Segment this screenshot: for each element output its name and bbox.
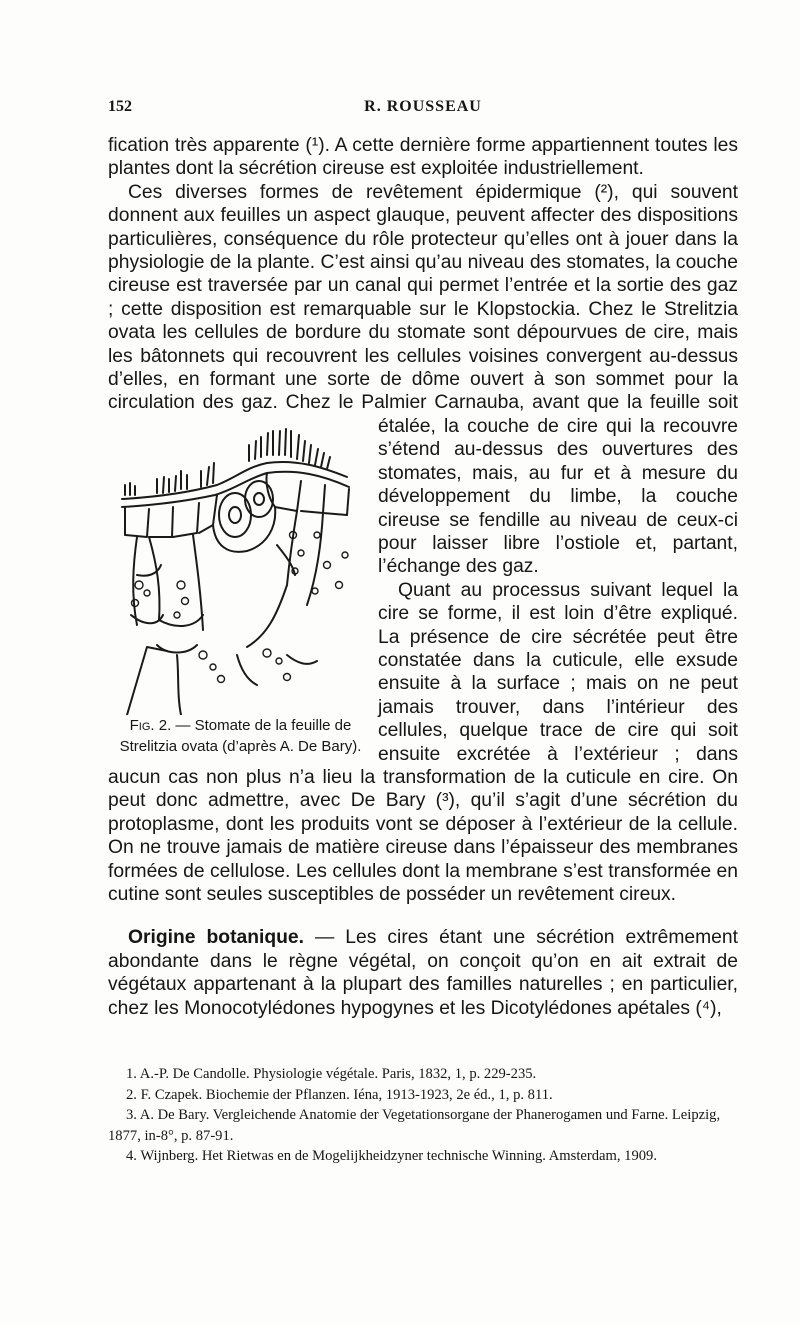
stomate-illustration	[117, 415, 365, 715]
paragraph-1: fication très apparente (¹). A cette dernière forme appartiennent toutes les plantes dont la sécrétion cireuse est exploitée industriellement.	[108, 135, 738, 180]
mesophyll	[131, 565, 203, 653]
section-heading: Origine botanique.	[128, 927, 304, 949]
wax-rods	[125, 429, 330, 495]
page-number: 152	[108, 98, 132, 115]
figure-label: Fig. 2.	[129, 717, 172, 734]
section-paragraph	[108, 926, 738, 1020]
figure-caption-text: — Stomate de la feuille de Strelitzia ovata (d’après A. De Bary).	[119, 717, 362, 755]
footnotes	[108, 1064, 738, 1167]
epidermal-cells	[125, 495, 217, 537]
running-title: R. ROUSSEAU	[364, 98, 482, 115]
footnote-2: 2. F. Czapek. Biochemie der Pflanzen. Iéna, 1913-1923, 2e éd., 1, p. 811.	[126, 1086, 553, 1103]
page-header-container	[108, 98, 738, 122]
paragraph-3: Quant au processus suivant lequel la cire se forme, il est loin d’être expliqué. La présence de cire sécrétée peut être constatée dans la cuticule, elle exsude ensuite à la surface ; mais on ne peut jamais trouver, dans l’intérieur des cellules, quelque trace de cire qui soit ensuite excrétée à l’extérieur ; dans aucun cas non plus n’a lieu la transformation de la cuticule en cire. On peut donc admettre, avec De Bary (³), qu’il s’agit d’une sécrétion du protoplasme, dont les produits vont se déposer à l’extérieur de la cellule. On ne trouve jamais de matière cireuse dans l’épaisseur des membranes formées de cellulose. Les cellules dont la membrane s’est transformée en cutine sont seules susceptibles de posséder un revêtement cireux.	[108, 579, 738, 905]
page-header	[108, 98, 738, 122]
footnote-3: 3. A. De Bary. Vergleichende Anatomie der Vegetationsorgane der Phanerogamen und Farne. Leipzig, 1877, in-8°, p. 87-91.	[108, 1107, 721, 1144]
guard-cell-left	[219, 493, 251, 537]
paragraph-2: Ces diverses formes de revêtement épidermique (²), qui souvent donnent aux feuilles un aspect glauque, peuvent affecter des dispositions particulières, conséquence du rôle protecteur qu’elles ont à jouer dans la physiologie de la plante. C’est ainsi qu’au niveau des stomates, la couche cireuse est traversée par un canal qui permet l’entrée et la sortie des gaz ; cette disposition est remarquable sur le Klopstockia. Chez le Strelitzia ovata les cellules de bordure du stomate sont dépourvues de cire, mais les bâtonnets qui recouvrent les cellules voisines convergent au-dessus d’elles, en formant une sorte de dôme ouvert à son sommet pour la circulation des gaz. Chez le Palmier Carnauba, avant que la feuille soit étalée, la couche de cire qui la recouvre s’étend au-dessus des ouvertures des stomates, mais, au fur et à mesure du développement du limbe, la couche cireuse se fendille au niveau de ceux-ci pour laisser libre l’ostiole et, partant, l’échange des gaz.	[108, 182, 738, 578]
paragraph-4: — Les cires étant une sécrétion extrêmement abondante dans le règne végétal, on conçoit qu’on en ait extrait de végétaux appartenant à la plupart des familles naturelles ; en particulier, chez les Monocotylédones hypogynes et les Dicotylédones apétales (⁴),	[108, 927, 738, 1019]
footnote-1: 1. A.-P. De Candolle. Physiologie végétale. Paris, 1832, 1, p. 229-235.	[126, 1066, 537, 1082]
figure-block	[108, 415, 373, 757]
guard-cell-right	[245, 481, 273, 517]
figure-caption	[108, 715, 373, 757]
footnote-4: 4. Wijnberg. Het Rietwas en de Mogelijkheidzyner technische Winning. Amsterdam, 1909.	[126, 1148, 657, 1164]
